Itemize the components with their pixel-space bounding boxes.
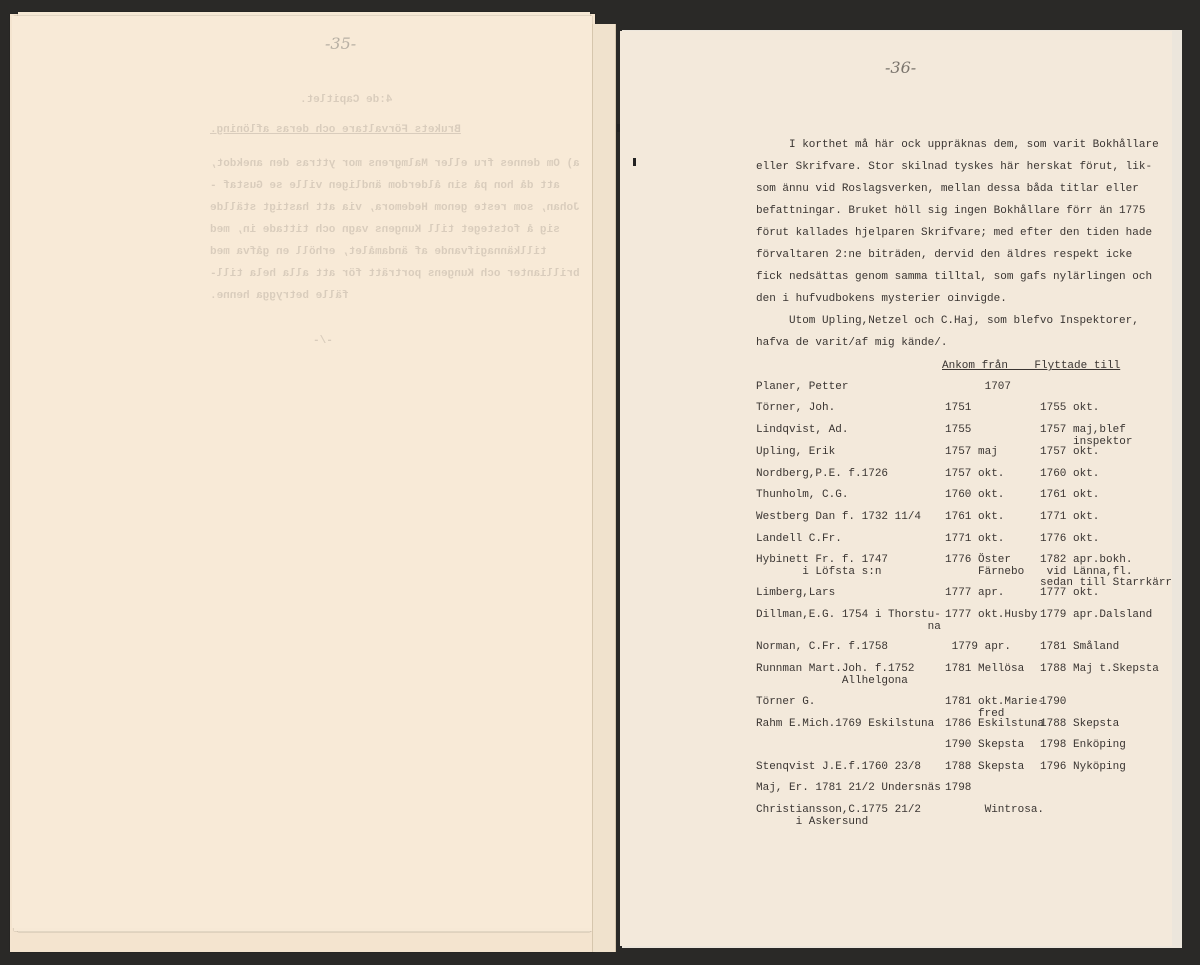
departure-cell: 1781 Småland	[1040, 641, 1120, 653]
person-name: Törner G.	[756, 696, 816, 708]
person-name: Landell C.Fr.	[756, 533, 842, 545]
departure-cell: 1777 okt.	[1040, 587, 1100, 599]
left-page	[12, 16, 592, 928]
departure-cell: 1779 apr.Dalsland	[1040, 609, 1153, 621]
departure-cell: 1757 maj,blef inspektor	[1040, 424, 1133, 448]
arrival-cell: 1781 okt.Marie- fred	[945, 696, 1045, 720]
right-page-number: -36-	[885, 58, 917, 77]
paragraph-line: fick nedsättas genom samma tilltal, som gafs nylärlingen och	[756, 271, 1153, 283]
departure-cell: 1771 okt.	[1040, 511, 1100, 523]
show-through-line: Johan, som reste genom Hedemora, via att hastigt ställde	[210, 202, 580, 214]
arrival-cell: 1781 Mellösa	[945, 663, 1025, 675]
person-name: Upling, Erik	[756, 446, 836, 458]
arrival-cell: 1786 Eskilstuna	[945, 718, 1045, 730]
paragraph-line: eller Skrifvare. Stor skilnad tyskes här herskat förut, lik-	[756, 161, 1153, 173]
arrival-cell: 1771 okt.	[945, 533, 1005, 545]
paragraph-line: förvaltaren 2:ne biträden, dervid den äldres respekt icke	[756, 249, 1133, 261]
paragraph-line: hafva de varit/af mig kände/.	[756, 337, 948, 349]
person-name: Hybinett Fr. f. 1747 i Löfsta s:n	[756, 554, 889, 578]
person-name: Christiansson,C.1775 21/2 i Askersund	[756, 804, 922, 828]
person-name: Limberg,Lars	[756, 587, 836, 599]
show-through-line: att då hon på sin ålderdom ändligen ville se Gustaf -	[210, 180, 560, 192]
show-through-line: tillkännagifvande af ändamålet, erhöll en gåfva med	[210, 246, 547, 258]
paragraph-line: I korthet må här ock uppräknas dem, som varit Bokhållare	[756, 139, 1159, 151]
arrival-cell: 1761 okt.	[945, 511, 1005, 523]
paragraph-line: den i hufvudbokens mysterier oinvigde.	[756, 293, 1007, 305]
departure-cell: 1790	[1040, 696, 1067, 708]
arrival-cell: 1788 Skepsta	[945, 761, 1025, 773]
arrival-cell: 1757 okt.	[945, 468, 1005, 480]
person-name: Törner, Joh.	[756, 402, 836, 414]
paragraph-line: befattningar. Bruket höll sig ingen Bokhållare förr än 1775	[756, 205, 1146, 217]
arrival-cell: 1790 Skepsta	[945, 739, 1025, 751]
departure-cell: 1761 okt.	[1040, 489, 1100, 501]
departure-cell: 1788 Maj t.Skepsta	[1040, 663, 1159, 675]
arrival-cell: 1707	[945, 381, 1012, 393]
person-name: Maj, Er. 1781 21/2 Undersnäs	[756, 782, 941, 794]
departure-cell: 1798 Enköping	[1040, 739, 1126, 751]
departure-cell: 1757 okt.	[1040, 446, 1100, 458]
person-name: Westberg Dan f. 1732 11/4	[756, 511, 922, 523]
show-through-line: brillianter och Kungens porträtt för att alla hela till-	[210, 268, 580, 280]
arrival-cell: 1776 Öster Färnebo	[945, 554, 1025, 578]
person-name: Lindqvist, Ad.	[756, 424, 849, 436]
person-name: Runnman Mart.Joh. f.1752 Allhelgona	[756, 663, 915, 687]
show-through-line: -/-	[313, 335, 333, 347]
departure-cell: 1782 apr.bokh. vid Länna,fl. sedan till Starrkärr	[1040, 554, 1173, 589]
arrival-cell: 1798	[945, 782, 972, 794]
person-name: Norman, C.Fr. f.1758	[756, 641, 889, 653]
arrival-cell: Wintrosa.	[945, 804, 1045, 816]
arrival-cell: 1779 apr.	[945, 641, 1012, 653]
table-header: Ankom från Flyttade till	[942, 360, 1121, 372]
arrival-cell: 1777 apr.	[945, 587, 1005, 599]
left-page-number: -35-	[325, 34, 357, 53]
show-through-line: fälle betrygga henne.	[210, 290, 349, 302]
show-through-line: sig å fotsteget till Kungens vagn och tittade in, med	[210, 224, 560, 236]
binding-mark	[617, 124, 620, 132]
departure-cell: 1796 Nyköping	[1040, 761, 1126, 773]
person-name: Rahm E.Mich.1769 Eskilstuna	[756, 718, 935, 730]
show-through-line: a) Om dennes fru eller Malmgrens mor yttras den anekdot,	[210, 158, 580, 170]
binding-mark	[633, 158, 636, 166]
arrival-cell: 1760 okt.	[945, 489, 1005, 501]
arrival-cell: 1751	[945, 402, 972, 414]
person-name: Planer, Petter	[756, 381, 849, 393]
departure-cell: 1788 Skepsta	[1040, 718, 1120, 730]
departure-cell: 1776 okt.	[1040, 533, 1100, 545]
paragraph-line: Utom Upling,Netzel och C.Haj, som blefvo Inspektorer,	[756, 315, 1139, 327]
person-name: Stenqvist J.E.f.1760 23/8	[756, 761, 922, 773]
departure-cell: 1760 okt.	[1040, 468, 1100, 480]
departure-cell: 1755 okt.	[1040, 402, 1100, 414]
arrival-cell: 1757 maj	[945, 446, 998, 458]
binding-gutter	[592, 24, 616, 952]
person-name: Nordberg,P.E. f.1726	[756, 468, 889, 480]
paragraph-line: förut kallades hjelparen Skrifvare; med efter den tiden hade	[756, 227, 1153, 239]
show-through-line: 4:de Capitlet.	[300, 94, 393, 106]
paragraph-line: som ännu vid Roslagsverken, mellan dessa båda titlar eller	[756, 183, 1139, 195]
arrival-cell: 1777 okt.Husby	[945, 609, 1038, 621]
person-name: Thunholm, C.G.	[756, 489, 849, 501]
show-through-line: Brukets Förvaltare och deras aflöning.	[210, 124, 461, 136]
person-name: Dillman,E.G. 1754 i Thorstu- na	[756, 609, 941, 633]
arrival-cell: 1755	[945, 424, 972, 436]
